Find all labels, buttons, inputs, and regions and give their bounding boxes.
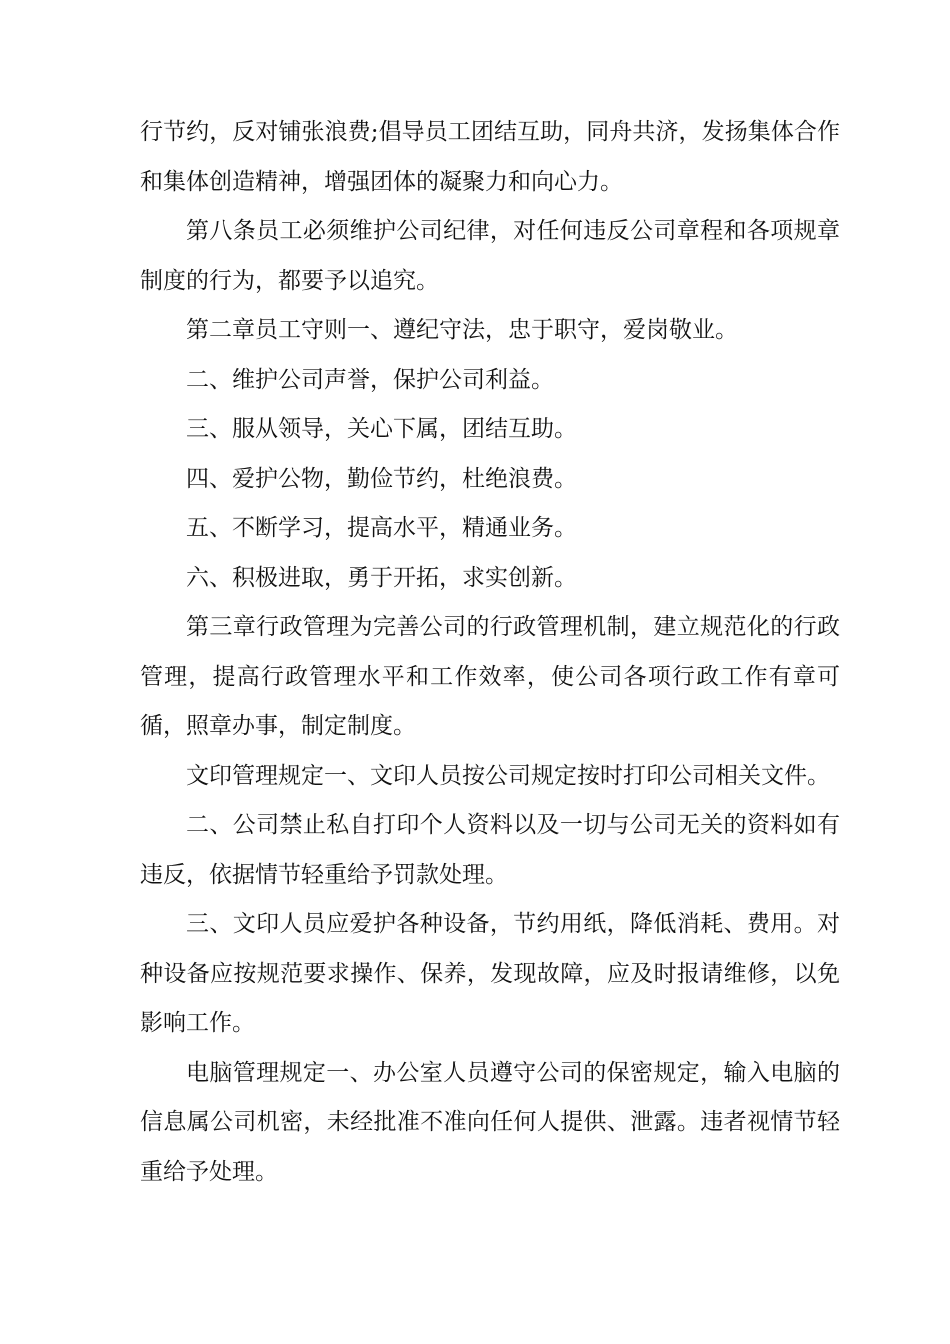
paragraph-13: 电脑管理规定一、办公室人员遵守公司的保密规定，输入电脑的信息属公司机密，未经批准不准向任何人提供、泄露。违者视情节轻重给予处理。 [140, 1059, 840, 1185]
document-body [140, 108, 840, 1197]
paragraph-12: 三、文印人员应爱护各种设备，节约用纸，降低消耗、费用。对种设备应按规范要求操作、保养，发现故障，应及时报请维修，以免影响工作。 [140, 911, 840, 1036]
paragraph-1: 行节约，反对铺张浪费;倡导员工团结互助，同舟共济，发扬集体合作和集体创造精神，增强团体的凝聚力和向心力。 [140, 119, 840, 195]
paragraph-10: 文印管理规定一、文印人员按公司规定按时打印公司相关文件。 [186, 762, 830, 789]
paragraph-4: 二、维护公司声誉，保护公司利益。 [186, 366, 554, 393]
paragraph-7: 五、不断学习，提高水平，精通业务。 [186, 515, 577, 541]
paragraph-2: 第八条员工必须维护公司纪律，对任何违反公司章程和各项规章制度的行为，都要予以追究。 [140, 218, 840, 294]
paragraph-5: 三、服从领导，关心下属，团结互助。 [186, 416, 577, 442]
paragraph-8: 六、积极进取，勇于开拓，求实创新。 [186, 564, 577, 591]
paragraph-11: 二、公司禁止私自打印个人资料以及一切与公司无关的资料如有违反，依据情节轻重给予罚款处理。 [140, 812, 840, 888]
paragraph-9: 第三章行政管理为完善公司的行政管理机制，建立规范化的行政管理，提高行政管理水平和工作效率，使公司各项行政工作有章可循，照章办事，制定制度。 [140, 614, 840, 739]
paragraph-3: 第二章员工守则一、遵纪守法，忠于职守，爱岗敬业。 [186, 317, 738, 343]
paragraph-6: 四、爱护公物，勤俭节约，杜绝浪费。 [186, 465, 577, 492]
